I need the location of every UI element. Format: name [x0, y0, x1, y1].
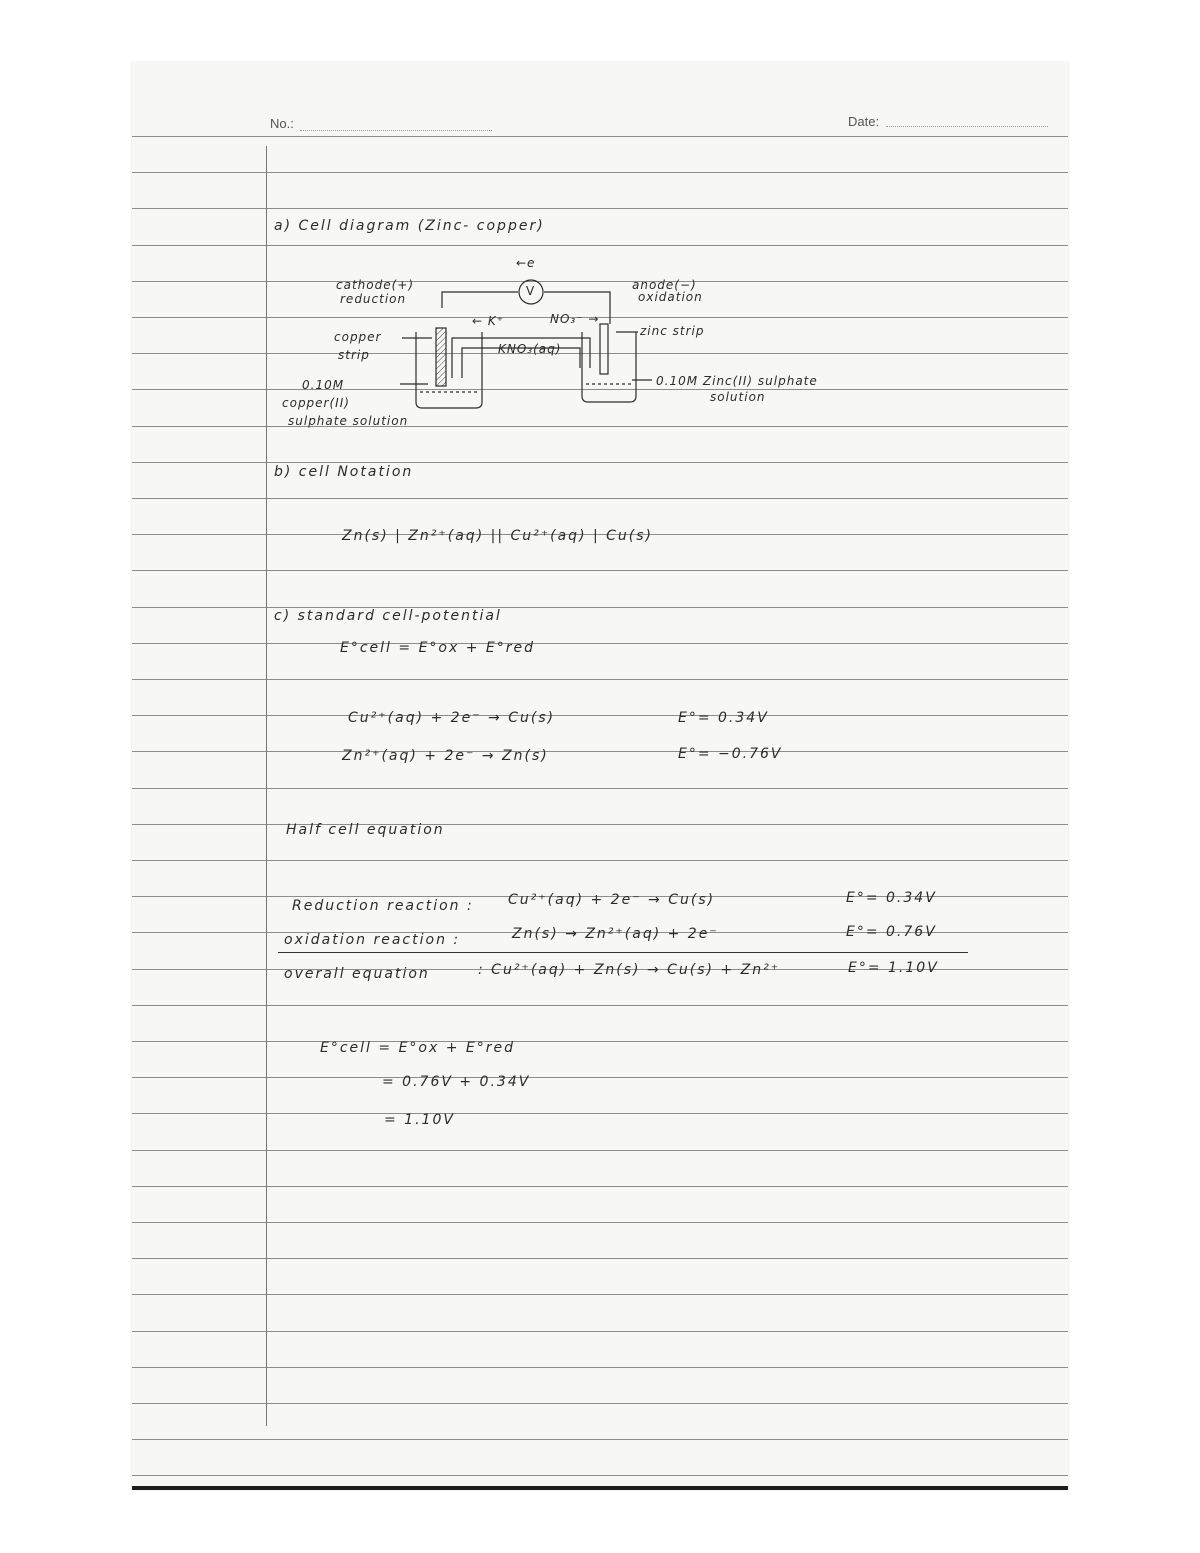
- overall-equation-label: overall equation: [284, 966, 430, 982]
- ruled-line: [132, 1005, 1068, 1006]
- anode-label: anode(−): [632, 278, 697, 292]
- ruled-line: [132, 1403, 1068, 1404]
- ruled-line: [132, 570, 1068, 571]
- section-a-title: a) Cell diagram (Zinc- copper): [274, 218, 545, 234]
- ruled-line: [132, 1222, 1068, 1223]
- ruled-line: [132, 1294, 1068, 1295]
- copper-strip-label-2: strip: [338, 348, 370, 362]
- copper-standard-potential: E°= 0.34V: [678, 710, 769, 726]
- ruled-line: [132, 751, 1068, 752]
- cell-potential-formula: E°cell = E°ox + E°red: [340, 640, 535, 656]
- ruled-line: [132, 1475, 1068, 1476]
- ruled-line: [132, 1258, 1068, 1259]
- oxidation-reaction-label: oxidation reaction :: [284, 932, 461, 948]
- salt-bridge-label: KNO₃(aq): [498, 342, 562, 356]
- left-solution-name-2: sulphate solution: [288, 414, 409, 428]
- ruled-line: [132, 1186, 1068, 1187]
- ruled-line: [132, 462, 1068, 463]
- oxidation-potential: E°= 0.76V: [846, 924, 937, 940]
- number-label: No.:: [270, 116, 294, 131]
- sum-line: [278, 952, 968, 953]
- right-solution-name: 0.10M Zinc(II) sulphate: [656, 374, 818, 388]
- zinc-standard-potential: E°= −0.76V: [678, 746, 783, 762]
- date-label: Date:: [848, 114, 880, 129]
- ruled-line: [132, 643, 1068, 644]
- page-bottom-edge: [132, 1486, 1068, 1490]
- reduction-reaction-equation: Cu²⁺(aq) + 2e⁻ → Cu(s): [508, 892, 716, 908]
- copper-reduction-equation: Cu²⁺(aq) + 2e⁻ → Cu(s): [348, 710, 556, 726]
- ruled-line: [132, 1150, 1068, 1151]
- overall-equation: : Cu²⁺(aq) + Zn(s) → Cu(s) + Zn²⁺: [478, 962, 781, 978]
- cation-flow-label: ← K⁺: [472, 314, 505, 328]
- zinc-reduction-equation: Zn²⁺(aq) + 2e⁻ → Zn(s): [342, 748, 549, 764]
- ruled-line: [132, 1041, 1068, 1042]
- voltmeter-symbol: V: [526, 284, 535, 298]
- cell-diagram: [132, 62, 1068, 462]
- half-cell-title: Half cell equation: [286, 822, 445, 838]
- ruled-line: [132, 1439, 1068, 1440]
- cathode-sub-label: reduction: [340, 292, 407, 306]
- calculation-result: = 1.10V: [384, 1112, 455, 1128]
- ruled-line: [132, 715, 1068, 716]
- ruled-line: [132, 679, 1068, 680]
- ruled-line: [132, 788, 1068, 789]
- cathode-label: cathode(+): [336, 278, 415, 292]
- reduction-potential: E°= 0.34V: [846, 890, 937, 906]
- reduction-reaction-label: Reduction reaction :: [292, 898, 474, 914]
- anode-sub-label: oxidation: [638, 290, 703, 304]
- ruled-line: [132, 824, 1068, 825]
- notebook-page: [132, 62, 1068, 1490]
- copper-strip-label: copper: [334, 330, 382, 344]
- right-solution-name-2: solution: [710, 390, 766, 404]
- ruled-line: [132, 498, 1068, 499]
- anion-flow-label: NO₃⁻ →: [550, 312, 600, 326]
- ruled-line: [132, 1367, 1068, 1368]
- cell-notation: Zn(s) | Zn²⁺(aq) || Cu²⁺(aq) | Cu(s): [342, 528, 654, 544]
- left-solution-concentration: 0.10M: [302, 378, 345, 392]
- section-c-title: c) standard cell-potential: [274, 608, 502, 624]
- calculation-substitution: = 0.76V + 0.34V: [382, 1074, 531, 1090]
- oxidation-reaction-equation: Zn(s) → Zn²⁺(aq) + 2e⁻: [512, 926, 719, 942]
- zinc-strip-label: zinc strip: [640, 324, 705, 338]
- left-solution-name: copper(II): [282, 396, 350, 410]
- ruled-line: [132, 860, 1068, 861]
- section-b-title: b) cell Notation: [274, 464, 414, 480]
- overall-potential: E°= 1.10V: [848, 960, 939, 976]
- ruled-line: [132, 1077, 1068, 1078]
- calculation-formula: E°cell = E°ox + E°red: [320, 1040, 515, 1056]
- ruled-line: [132, 1331, 1068, 1332]
- ruled-line: [132, 607, 1068, 608]
- electron-flow-label: ←e: [516, 256, 536, 270]
- ruled-line: [132, 1113, 1068, 1114]
